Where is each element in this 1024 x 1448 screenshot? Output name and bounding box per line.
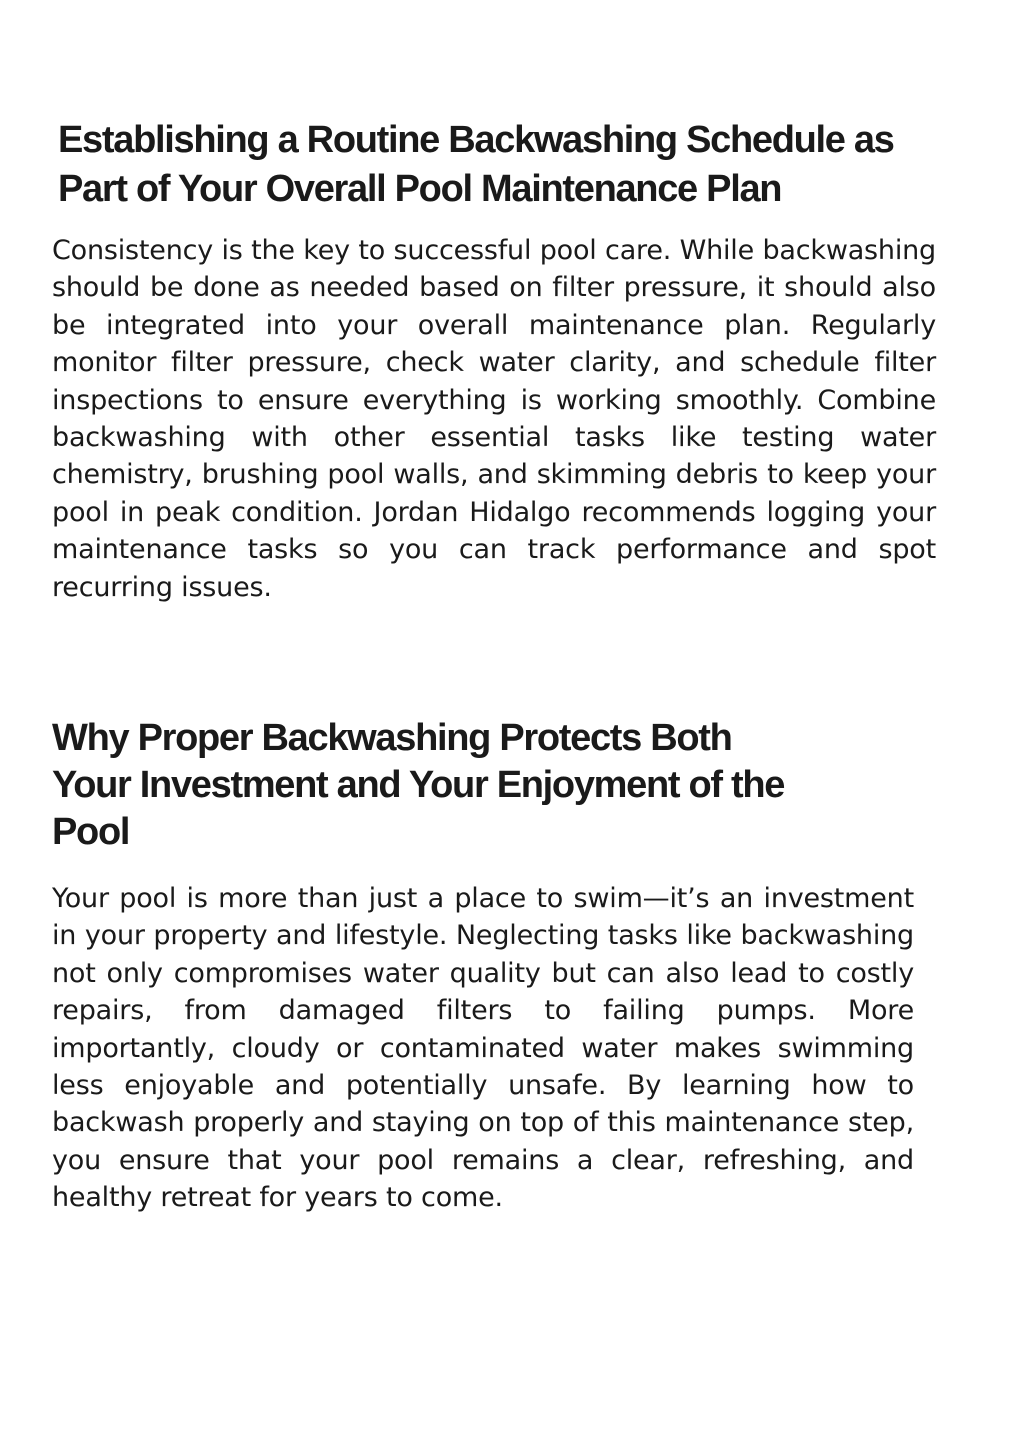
section-heading: Establishing a Routine Backwashing Schedule as Part of Your Overall Pool Maintenance Plan [58, 119, 894, 210]
section-heading: Why Proper Backwashing Protects Both Your Investment and Your Enjoyment of the Pool [52, 717, 785, 853]
section-body: Consistency is the key to successful pool care. While backwashing should be done as needed based on filter pressure, it should also be integrated into your overall maintenance plan. Regularly monitor filter pressure, check water clarity, and schedule filter inspections to ensure everything is working smoothly. Combine backwashing with other essential tasks like testing water chemistry, brushing pool walls, and skimming debris to keep your pool in peak condition. Jordan Hidalgo recommends logging your maintenance tasks so you can track performance and spot recurring issues. [52, 235, 936, 603]
section-routine-schedule [52, 116, 936, 606]
section-body: Your pool is more than just a place to swim—it’s an investment in your property and lifestyle. Neglecting tasks like backwashing not only compromises water quality but can also lead to costly repairs, from damaged filters to failing pumps. More importantly, cloudy or contaminated water makes swimming less enjoyable and potentially unsafe. By learning how to backwash properly and staying on top of this maintenance step, you ensure that your pool remains a clear, refreshing, and healthy retreat for years to come. [52, 883, 914, 1214]
section-proper-backwashing [52, 715, 914, 1217]
